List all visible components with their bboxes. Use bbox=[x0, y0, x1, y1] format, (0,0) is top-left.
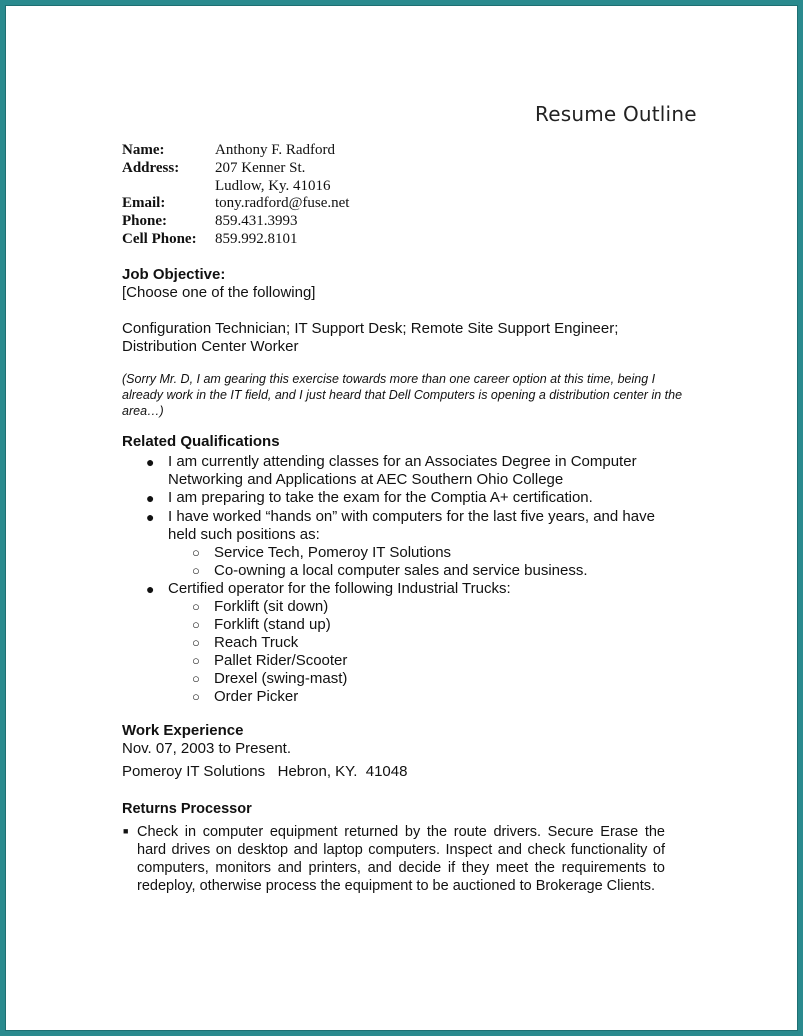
objective-heading: Job Objective: bbox=[122, 266, 226, 283]
qual-4: Certified operator for the following Industrial Trucks: bbox=[168, 580, 511, 597]
cell-label: Cell Phone: bbox=[122, 231, 197, 247]
truck-item: Forklift (stand up) bbox=[214, 616, 331, 633]
square-bullet-icon: ■ bbox=[123, 826, 129, 836]
phone-label: Phone: bbox=[122, 213, 167, 229]
circle-bullet-icon: ○ bbox=[192, 617, 200, 632]
objective-note: (Sorry Mr. D, I am gearing this exercise towards more than one career option at this time, being I already work in the IT field, and I just heard that Dell Computers is opening a distribution center in the area…) bbox=[122, 372, 683, 418]
resume-page bbox=[5, 5, 798, 1031]
qual-1-line2: Networking and Applications at AEC Southern Ohio College bbox=[168, 471, 564, 488]
role-duty: Check in computer equipment returned by the route drivers. Secure Erase the hard drives on desktop and laptop computers. Inspect and check functionality of computers, monitors and printers, and decide if they meet the requirements to redeploy, otherwise process the equipment to be auctioned to Brokerage Clients. bbox=[137, 824, 665, 894]
circle-bullet-icon: ○ bbox=[192, 563, 200, 578]
qualifications-heading: Related Qualifications bbox=[122, 433, 280, 450]
experience-heading: Work Experience bbox=[122, 722, 244, 739]
objective-line1: Configuration Technician; IT Support Desk; Remote Site Support Engineer; bbox=[122, 320, 619, 337]
truck-item: Order Picker bbox=[214, 688, 299, 705]
qual-1-line1: I am currently attending classes for an Associates Degree in Computer bbox=[168, 453, 637, 470]
address-line2: Ludlow, Ky. 41016 bbox=[215, 178, 331, 194]
role-title: Returns Processor bbox=[122, 801, 252, 817]
circle-bullet-icon: ○ bbox=[192, 635, 200, 650]
experience-company: Pomeroy IT Solutions Hebron, KY. 41048 bbox=[122, 763, 408, 780]
email-value: tony.radford@fuse.net bbox=[215, 195, 350, 211]
name-label: Name: bbox=[122, 142, 165, 158]
truck-item: Reach Truck bbox=[214, 634, 299, 651]
circle-bullet-icon: ○ bbox=[192, 599, 200, 614]
experience-dates: Nov. 07, 2003 to Present. bbox=[122, 740, 291, 757]
qual-3-sub-item: Co-owning a local computer sales and service business. bbox=[214, 562, 588, 579]
bullet-icon: ● bbox=[146, 490, 155, 506]
qual-3-line2: held such positions as: bbox=[168, 526, 320, 543]
address-label: Address: bbox=[122, 160, 180, 176]
truck-item: Drexel (swing-mast) bbox=[214, 670, 348, 687]
objective-line2: Distribution Center Worker bbox=[122, 338, 299, 355]
qual-3-line1: I have worked “hands on” with computers for the last five years, and have bbox=[168, 508, 655, 525]
truck-item: Pallet Rider/Scooter bbox=[214, 652, 348, 669]
email-label: Email: bbox=[122, 195, 166, 211]
phone-value: 859.431.3993 bbox=[215, 213, 298, 229]
objective-choose: [Choose one of the following] bbox=[122, 284, 316, 301]
bullet-icon: ● bbox=[146, 581, 155, 597]
bullet-icon: ● bbox=[146, 454, 155, 470]
qual-2: I am preparing to take the exam for the Comptia A+ certification. bbox=[168, 489, 593, 506]
circle-bullet-icon: ○ bbox=[192, 653, 200, 668]
qual-3-sub-item: Service Tech, Pomeroy IT Solutions bbox=[214, 544, 452, 561]
cell-value: 859.992.8101 bbox=[215, 231, 298, 247]
circle-bullet-icon: ○ bbox=[192, 671, 200, 686]
name-value: Anthony F. Radford bbox=[215, 142, 336, 158]
bullet-icon: ● bbox=[146, 509, 155, 525]
truck-item: Forklift (sit down) bbox=[214, 598, 329, 615]
circle-bullet-icon: ○ bbox=[192, 689, 200, 704]
address-line1: 207 Kenner St. bbox=[215, 160, 306, 176]
page-title: Resume Outline bbox=[535, 102, 697, 126]
circle-bullet-icon: ○ bbox=[192, 545, 200, 560]
